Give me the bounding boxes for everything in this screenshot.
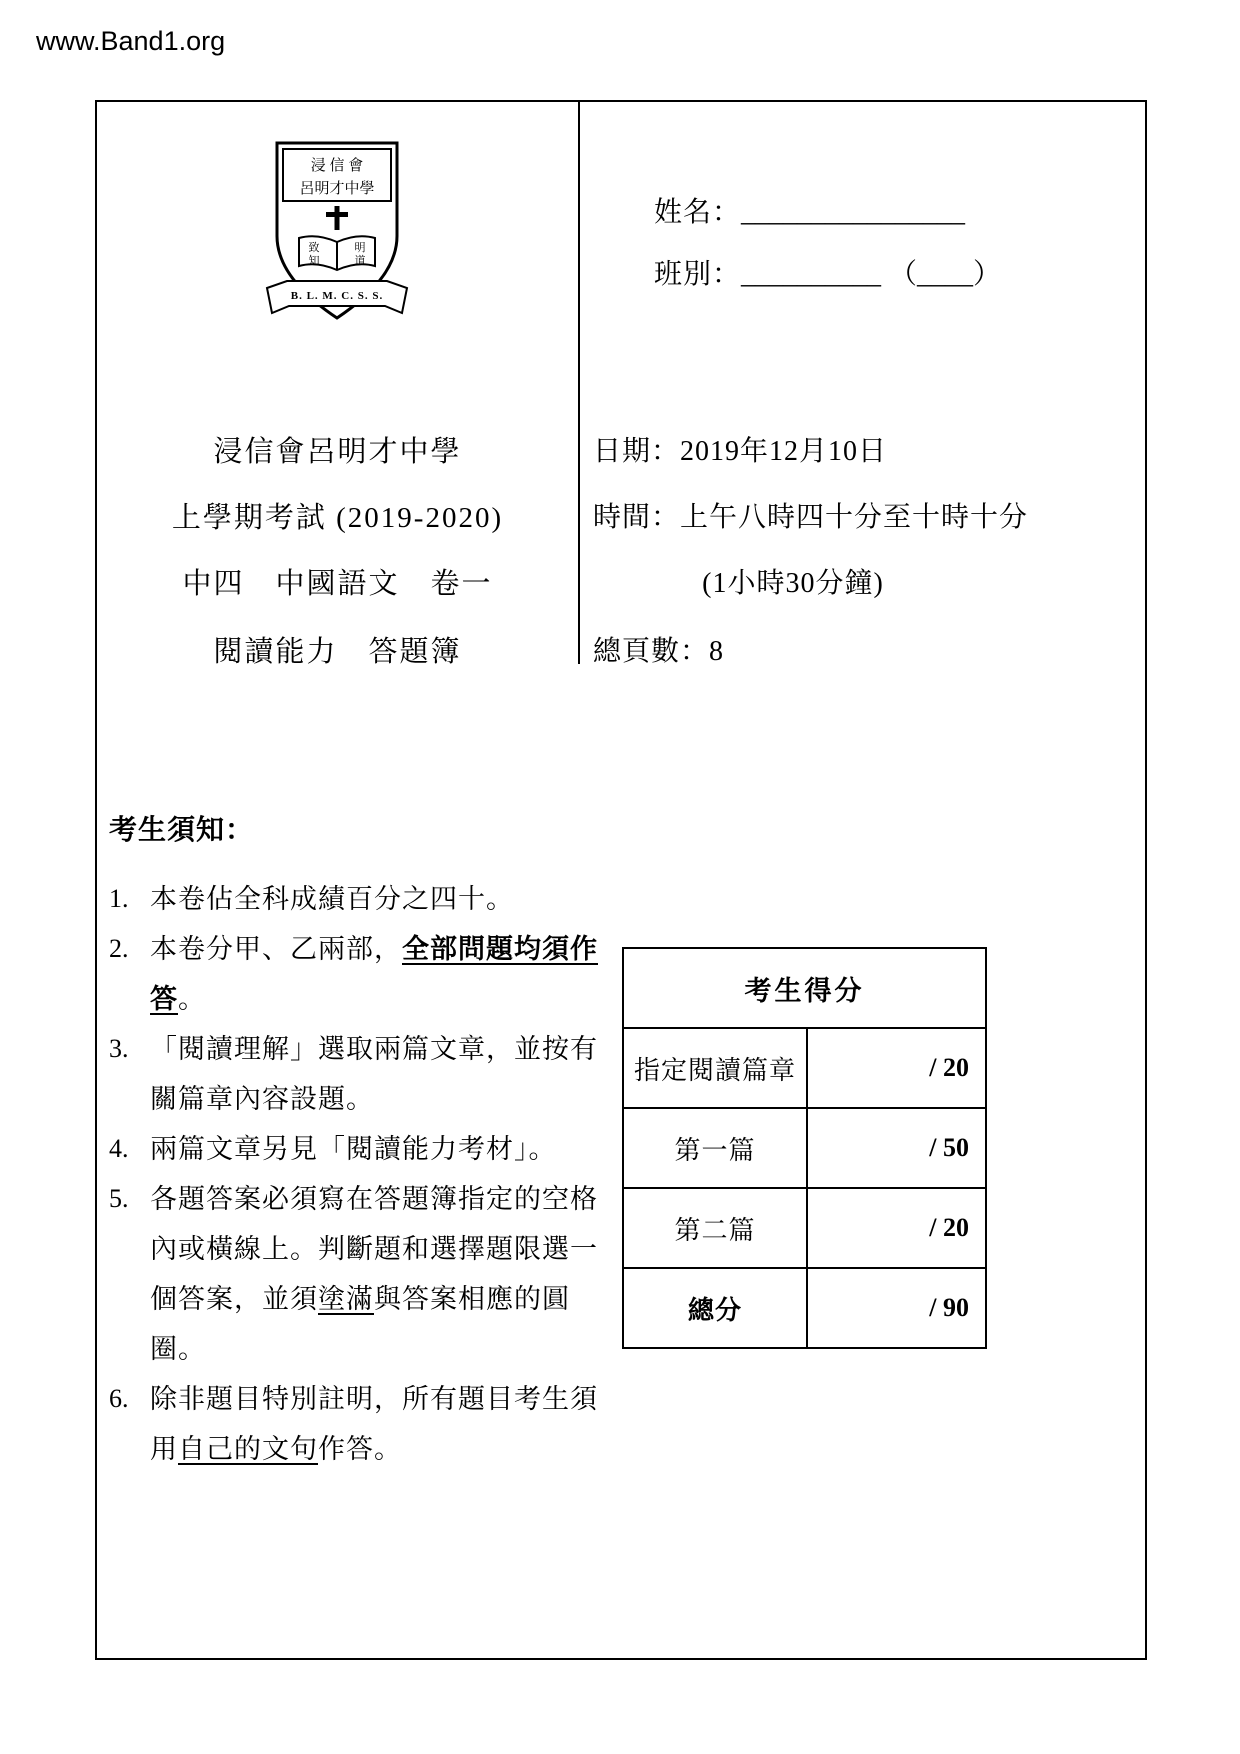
exam-date: 日期：2019年12月10日 — [593, 436, 888, 467]
score-table-row — [624, 1107, 985, 1187]
score-row-label: 指定閱讀篇章 — [633, 1055, 796, 1085]
notice-item-number: 4. — [109, 1134, 129, 1163]
subject-paper-title: 中四 中國語文 卷一 — [182, 568, 493, 600]
total-pages: 總頁數：8 — [593, 636, 725, 667]
notice-item-text: 「閱讀理解」選取兩篇文章，並按有關篇章內容設題。 — [150, 1034, 598, 1114]
cross-icon — [326, 206, 348, 230]
crest-name-line2: 呂明才中學 — [299, 181, 375, 197]
class-label: 班別： — [654, 259, 742, 290]
school-crest — [247, 138, 427, 343]
notice-item — [109, 1374, 609, 1474]
notice-item — [109, 924, 609, 1024]
notices-heading: 考生須知： — [109, 815, 255, 846]
notice-item-number: 5. — [109, 1184, 129, 1213]
notice-item-text: 本卷佔全科成績百分之四十。 — [150, 884, 514, 914]
notice-item — [109, 1024, 609, 1124]
notice-item-number: 6. — [109, 1384, 129, 1413]
notice-item-text: 除非題目特別註明，所有題目考生須用自己的文句作答。 — [150, 1384, 598, 1464]
name-line — [654, 190, 965, 230]
notices-list — [109, 874, 609, 1474]
exam-duration: (1小時30分鐘) — [702, 568, 884, 599]
notice-item-number: 1. — [109, 884, 129, 913]
score-table-row — [624, 1027, 985, 1107]
score-row-value: / 20 — [806, 1189, 985, 1267]
school-name-title: 浸信會呂明才中學 — [213, 436, 462, 468]
notice-item-text: 本卷分甲、乙兩部，全部問題均須作答。 — [150, 934, 598, 1014]
class-line — [654, 252, 1001, 292]
score-table-row — [624, 1187, 985, 1267]
booklet-title: 閱讀能力 答題簿 — [213, 636, 462, 668]
crest-name-line1: 浸 信 會 — [310, 158, 364, 174]
exam-term-title: 上學期考試 (2019-2020) — [171, 502, 504, 534]
score-row-label: 第二篇 — [674, 1215, 756, 1245]
score-table — [622, 947, 987, 1349]
book-right-top-char: 明 — [354, 242, 366, 254]
notice-item-text: 各題答案必須寫在答題簿指定的空格內或橫線上。判斷題和選擇題限選一個答案，並須塗滿與答案相應的圓圈。 — [150, 1184, 598, 1364]
score-row-label: 第一篇 — [674, 1135, 756, 1165]
notice-item-text: 兩篇文章另見「閱讀能力考材」。 — [150, 1134, 557, 1164]
book-right-bottom-char: 道 — [354, 255, 366, 267]
name-blank-line: ________________ — [741, 197, 966, 228]
name-label: 姓名： — [654, 197, 742, 228]
column-divider-line — [578, 102, 580, 664]
notice-item-number: 3. — [109, 1034, 129, 1063]
book-left-bottom-char: 知 — [308, 255, 320, 267]
watermark-text: www.Band1.org — [36, 26, 226, 56]
main-border-box — [95, 100, 1147, 1660]
class-number-parens: （____） — [889, 259, 1002, 290]
score-row-value: / 90 — [806, 1269, 985, 1347]
notice-item — [109, 1174, 609, 1374]
class-blank-line: __________ — [741, 259, 882, 290]
score-row-value: / 20 — [806, 1029, 985, 1107]
score-table-total-row — [624, 1267, 985, 1347]
score-row-label: 總分 — [687, 1295, 742, 1325]
score-table-title: 考生得分 — [744, 975, 865, 1006]
notice-item — [109, 874, 609, 924]
open-book-icon — [299, 236, 375, 270]
score-row-value: / 50 — [806, 1109, 985, 1187]
crest-banner-text: B. L. M. C. S. S. — [290, 290, 384, 302]
notice-item — [109, 1124, 609, 1174]
exam-time: 時間：上午八時四十分至十時十分 — [593, 502, 1029, 533]
book-left-top-char: 致 — [308, 242, 320, 254]
notice-item-number: 2. — [109, 934, 129, 963]
